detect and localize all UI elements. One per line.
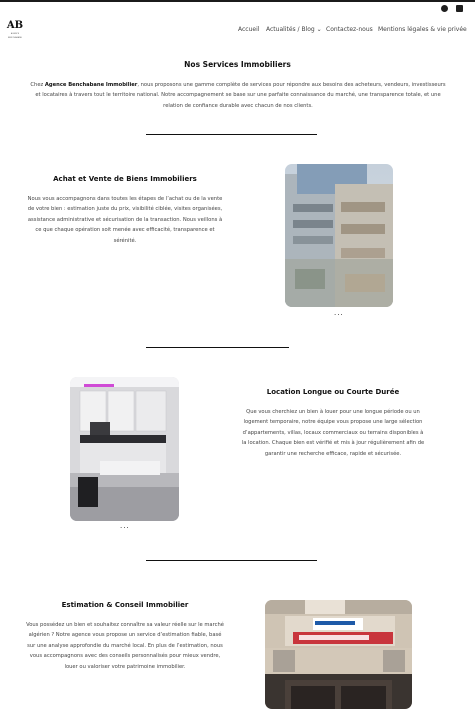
building-photo: [285, 164, 393, 307]
linkedin-icon[interactable]: [452, 2, 466, 14]
intro-paragraph: [28, 80, 448, 111]
nav-contact[interactable]: Contactez-nous: [326, 26, 373, 33]
page-title: Nos Services Immobiliers: [184, 60, 291, 69]
nav-accueil[interactable]: Accueil: [238, 26, 260, 33]
logo-tagline: AGENCE BENCHABANE: [8, 33, 22, 39]
logo[interactable]: [4, 20, 26, 40]
intro-text: , nous proposons une gamme complète de services pour répondre aux besoins des acheteurs, vendeurs, investisseurs et locataires à travers tout le territoire national. Notre accompagnement se base sur une parfaite connaissance du marché, une transparence totale, et une relation de confiance durable avec chacun de nos clients.: [35, 82, 446, 109]
logo-text: AB: [6, 20, 24, 31]
agency-storefront-photo: [265, 600, 412, 709]
nav-blog[interactable]: Actualités / Blog ⌄: [266, 26, 322, 33]
facebook-icon[interactable]: [437, 2, 451, 14]
section-text-achat-vente: Nous vous accompagnons dans toutes les étapes de l’achat ou de la vente de votre bien : estimation juste du prix, visibilité ciblée, visites organisées, assistance administrative et sécurisation de la transaction. Nous veillons à ce que chaque opération soit menée avec efficacité, transparence et sérénité.: [27, 196, 223, 244]
more-dots-achat-vente[interactable]: ...: [334, 309, 344, 317]
kitchen-photo: [70, 377, 179, 521]
section-text-estimation: Vous possédez un bien et souhaitez connaître sa valeur réelle sur le marché algérien ? Notre agence vous propose un service d’estimation fiable, basé sur une analyse approfondie du marché local. En plus de l’estimation, nous vous accompagnons avec des conseils personnalisés pour mieux vendre, louer ou valoriser votre patrimoine immobilier.: [26, 622, 224, 670]
section-divider: [146, 560, 317, 561]
section-title-achat-vente: Achat et Vente de Biens Immobiliers: [53, 175, 197, 183]
section-divider: [146, 134, 317, 135]
section-title-estimation: Estimation & Conseil Immobilier: [61, 601, 189, 609]
more-dots-location[interactable]: ...: [120, 522, 130, 530]
section-divider: [146, 347, 289, 348]
intro-lead: Chez: [30, 82, 45, 88]
nav-mentions[interactable]: Mentions légales & vie privée: [378, 26, 467, 33]
section-text-location: Que vous cherchiez un bien à louer pour une longue période ou un logement temporaire, notre équipe vous propose une large sélection d’appartements, villas, locaux commerciaux ou terrains disponibles à la location. Chaque bien est vérifié et mis à jour régulièrement afin de garantir une recherche efficace, rapide et sécurisée.: [241, 409, 425, 457]
top-border: [0, 0, 475, 2]
agency-name: Agence Benchabane Immobilier: [44, 82, 138, 88]
section-title-location: Location Longue ou Courte Durée: [266, 388, 400, 396]
